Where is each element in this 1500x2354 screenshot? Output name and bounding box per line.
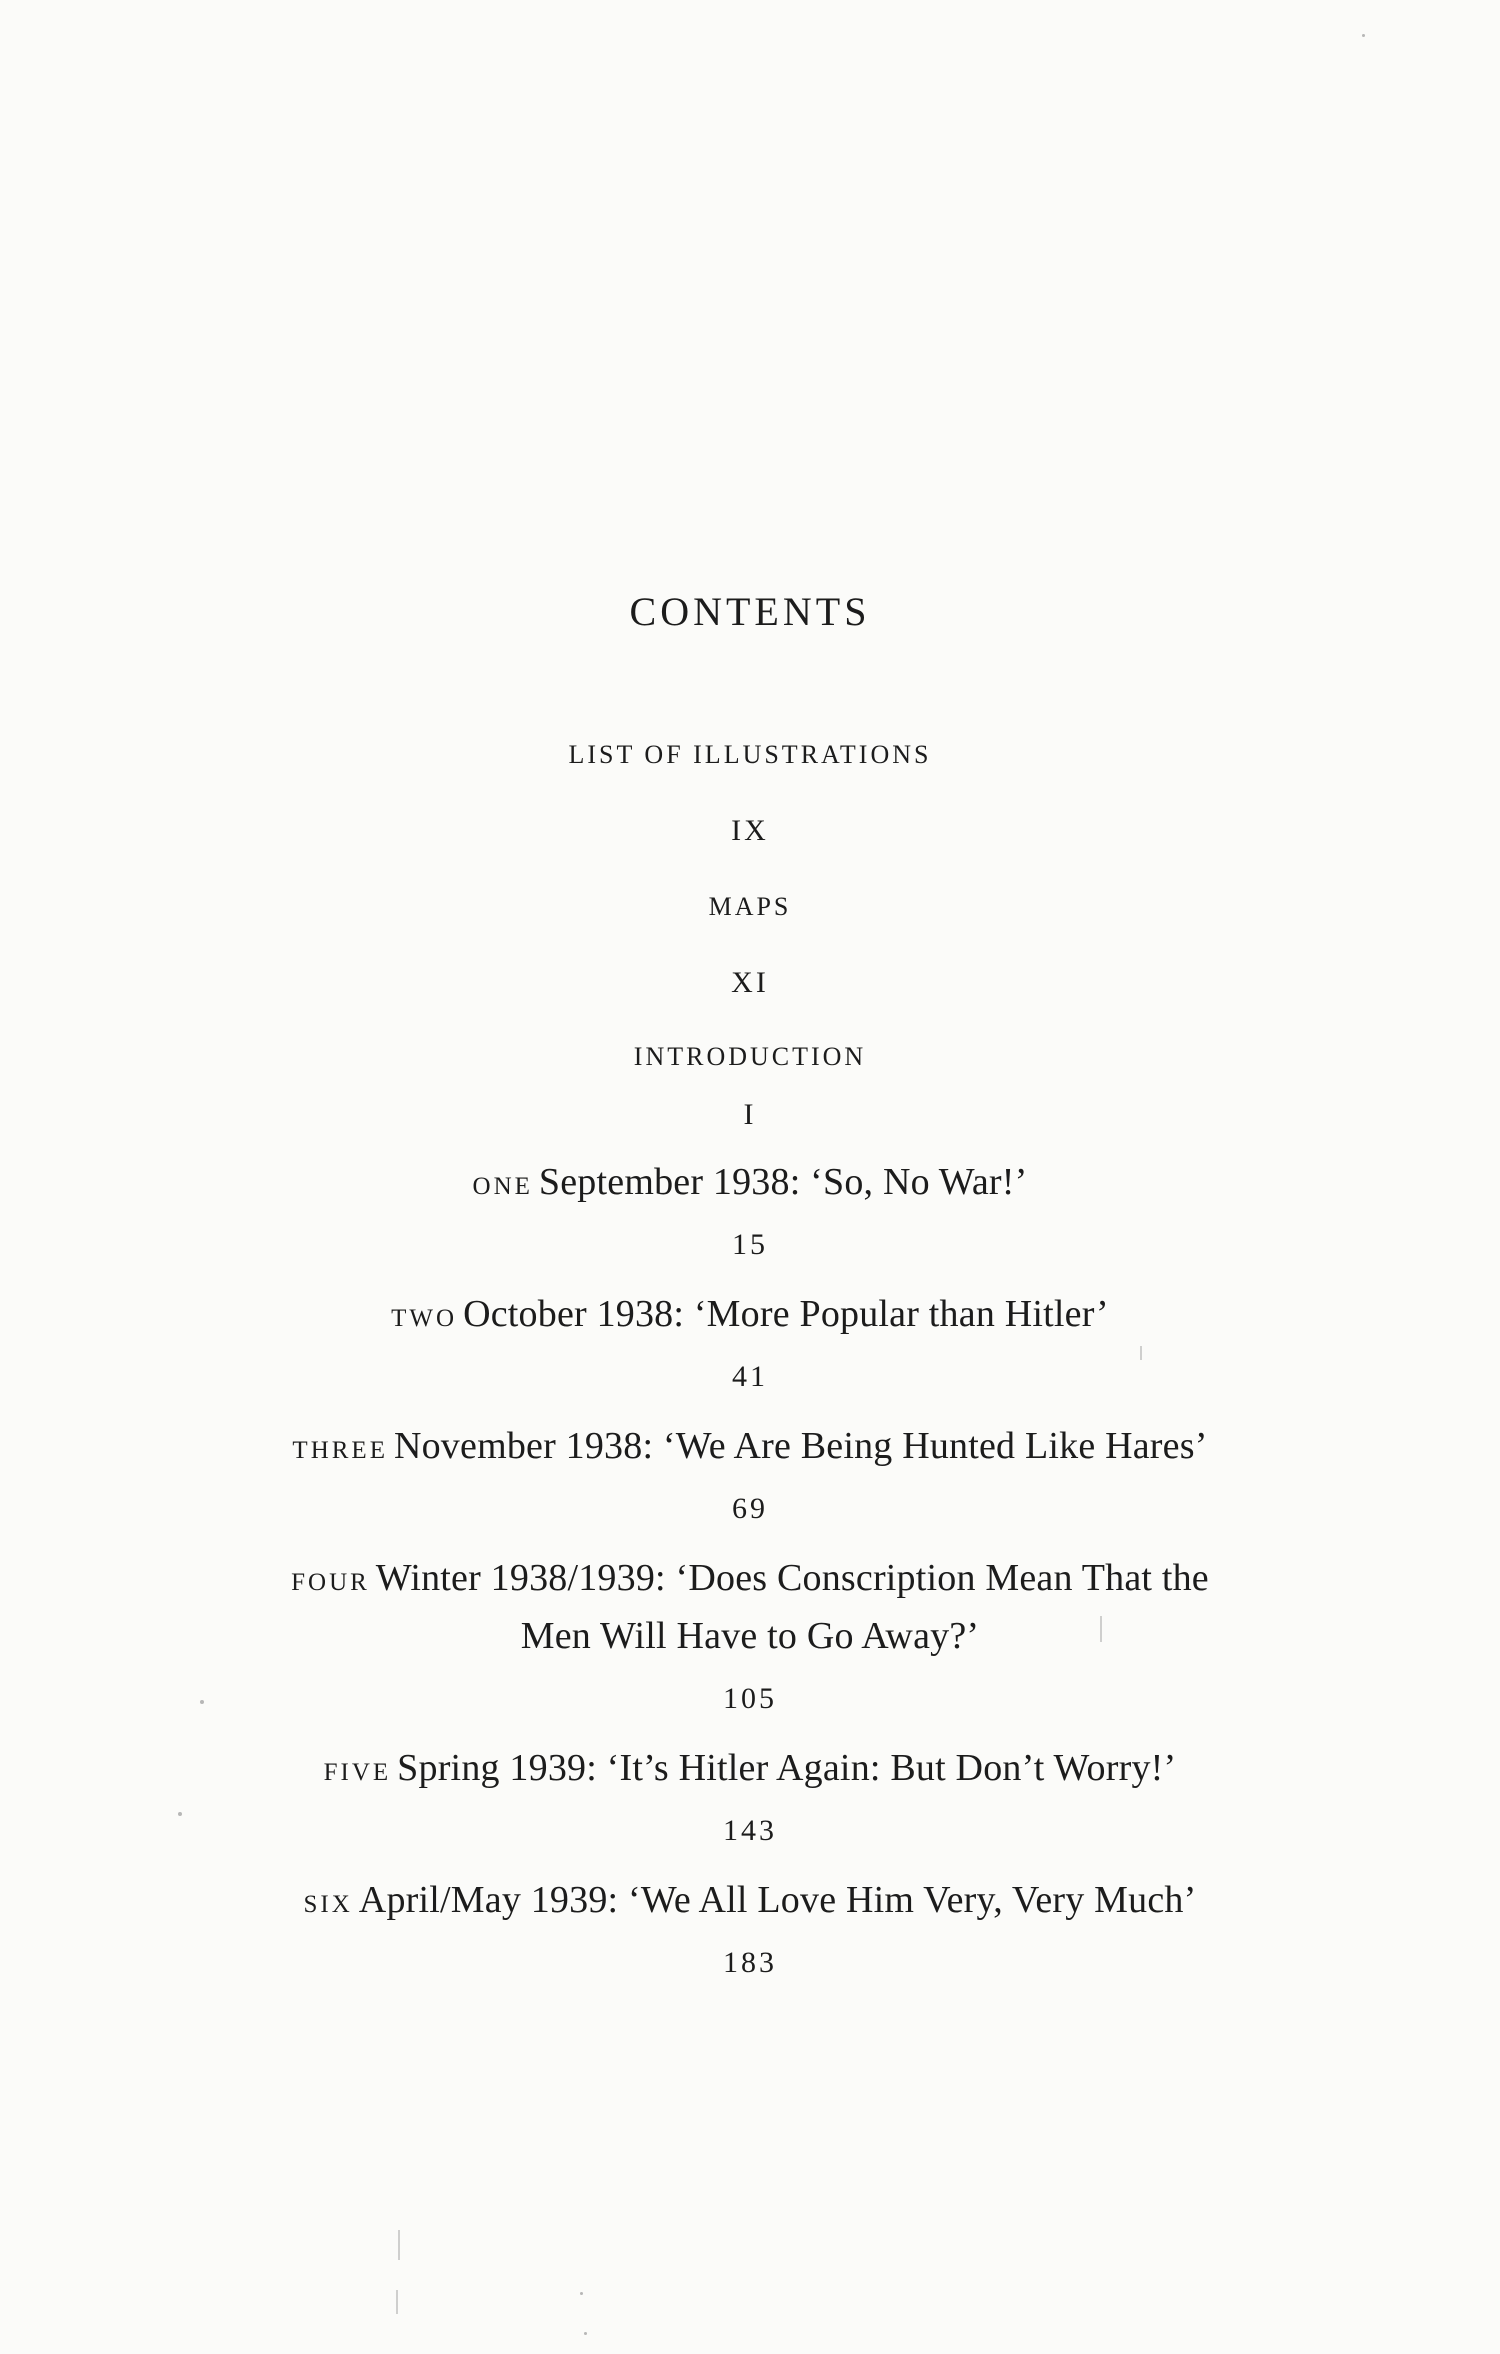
- toc-entry-maps: MAPS: [708, 892, 792, 921]
- scan-speck: [580, 2292, 583, 2295]
- toc-entry-chapter-two: [0, 1292, 1500, 1336]
- toc-page-chapter-six: 183: [723, 1946, 777, 1979]
- toc-entry-chapter-six: [0, 1878, 1500, 1922]
- chapter-title: April/May 1939: ‘We All Love Him Very, Very Much’: [358, 1879, 1197, 1921]
- chapter-number: SIX: [303, 1891, 353, 1918]
- chapter-number: FIVE: [323, 1759, 392, 1786]
- toc-page-chapter-one: 15: [732, 1228, 768, 1261]
- toc-entry-chapter-one: [0, 1160, 1500, 1204]
- scan-mark: [398, 2230, 400, 2260]
- toc-entry-chapter-four-continued: Men Will Have to Go Away?’: [520, 1615, 980, 1657]
- toc-page-list-of-illustrations: IX: [731, 814, 769, 847]
- toc-page-chapter-three: 69: [732, 1492, 768, 1525]
- toc-page-chapter-two: 41: [732, 1360, 768, 1393]
- chapter-number: TWO: [391, 1305, 458, 1332]
- scan-mark: [1140, 1346, 1142, 1360]
- chapter-title: October 1938: ‘More Popular than Hitler’: [463, 1293, 1109, 1335]
- chapter-title: September 1938: ‘So, No War!’: [538, 1161, 1028, 1203]
- toc-entry-chapter-three: [0, 1424, 1500, 1468]
- chapter-number: FOUR: [291, 1569, 370, 1596]
- scan-speck: [1362, 34, 1365, 37]
- chapter-number: ONE: [472, 1173, 533, 1200]
- toc-entry-list-of-illustrations: LIST OF ILLUSTRATIONS: [568, 740, 932, 769]
- page-title: CONTENTS: [629, 589, 871, 634]
- scan-speck: [200, 1700, 204, 1704]
- chapter-number: THREE: [292, 1437, 388, 1464]
- toc-page-chapter-five: 143: [723, 1814, 777, 1847]
- toc-page-introduction: I: [743, 1098, 757, 1131]
- scan-speck: [584, 2332, 587, 2335]
- toc-entry-introduction: INTRODUCTION: [633, 1042, 867, 1071]
- chapter-title: November 1938: ‘We Are Being Hunted Like Hares’: [393, 1425, 1208, 1467]
- toc-entry-chapter-four: [0, 1556, 1500, 1600]
- scan-mark: [396, 2290, 398, 2314]
- toc-entry-chapter-five: [0, 1746, 1500, 1790]
- chapter-title-line-1: Winter 1938/1939: ‘Does Conscription Mean That the: [375, 1557, 1209, 1599]
- toc-page-maps: XI: [731, 966, 769, 999]
- scan-mark: [1100, 1616, 1102, 1642]
- toc-page-chapter-four: 105: [723, 1682, 777, 1715]
- chapter-title: Spring 1939: ‘It’s Hitler Again: But Don’t Worry!’: [397, 1747, 1177, 1789]
- scan-speck: [178, 1812, 182, 1816]
